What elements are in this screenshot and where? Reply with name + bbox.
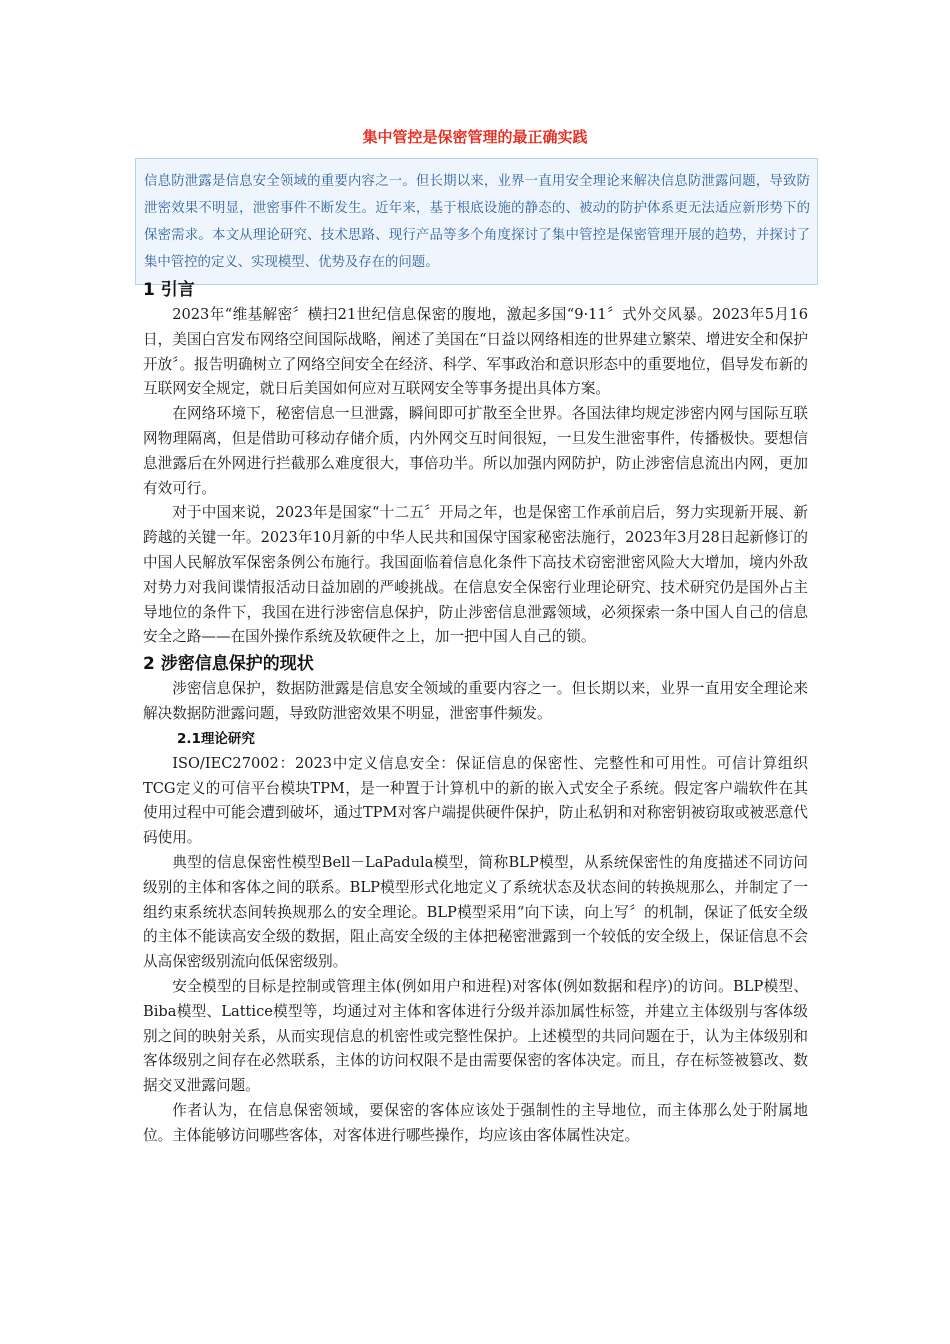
paragraph: 2023年“维基解密〞横扫21世纪信息保密的腹地，激起多国“9·11〞式外交风暴。2023年5月16日，美国白宫发布网络空间国际战略，阐述了美国在“日益以网络相连的世界建立繁荣、增进安全和保护开放〞。报告明确树立了网络空间安全在经济、科学、军事政治和意识形态中的重要地位，倡导发布新的互联网安全规定，就日后美国如何应对互联网安全等事务提出具体方案。 [143,306,808,398]
paragraph: 作者认为，在信息保密领域，要保密的客体应该处于强制性的主导地位，而主体那么处于附属地位。主体能够访问哪些客体，对客体进行哪些操作，均应该由客体属性决定。 [143,1101,808,1144]
paragraph: 在网络环境下，秘密信息一旦泄露，瞬间即可扩散至全世界。各国法律均规定涉密内网与国际互联网物理隔离，但是借助可移动存储介质，内外网交互时间很短，一旦发生泄密事件，传播极快。要想信息泄露后在外网进行拦截那么难度很大，事倍功半。所以加强内网防护，防止涉密信息流出内网，更加有效可行。 [143,405,808,497]
paragraph: 对于中国来说，2023年是国家“十二五〞开局之年，也是保密工作承前启后，努力实现新开展、新跨越的关键一年。2023年10月新的中华人民共和国保守国家秘密法施行，2023年3月28日起新修订的中国人民解放军保密条例公布施行。我国面临着信息化条件下高技术窃密泄密风险大大增加，境内外敌对势力对我间谍情报活动日益加剧的严峻挑战。在信息安全保密行业理论研究、技术研究仍是国外占主导地位的条件下，我国在进行涉密信息保护，防止涉密信息泄露领域，必须探索一条中国人自己的信息安全之路——在国外操作系统及软硬件之上，加一把中国人自己的锁。 [143,504,808,646]
document-body [143,276,808,1149]
abstract-box: 信息防泄露是信息安全领域的重要内容之一。但长期以来，业界一直用安全理论来解决信息防泄露问题，导致防泄密效果不明显，泄密事件不断发生。近年来，基于根底设施的静态的、被动的防护体系更无法适应新形势下的保密需求。本文从理论研究、技术思路、现行产品等多个角度探讨了集中管控是保密管理开展的趋势，并探讨了集中管控的定义、实现模型、优势及存在的问题。 [135,158,818,285]
section-heading-status: 2 涉密信息保护的现状 [143,654,314,675]
paragraph: 涉密信息保护，数据防泄露是信息安全领域的重要内容之一。但长期以来，业界一直用安全理论来解决数据防泄露问题，导致防泄密效果不明显，泄密事件频发。 [143,680,808,722]
paragraph: 安全模型的目标是控制或管理主体(例如用户和进程)对客体(例如数据和程序)的访问。BLP模型、Biba模型、Lattice模型等，均通过对主体和客体进行分级并添加属性标签，并建立主体级别与客体级别之间的映射关系，从而实现信息的机密性或完整性保护。上述模型的共同问题在于，认为主体级别和客体级别之间存在必然联系，主体的访问权限不是由需要保密的客体决定。而且，存在标签被篡改、数据交叉泄露问题。 [143,977,808,1095]
paragraph: 典型的信息保密性模型Bell－LaPadula模型，简称BLP模型，从系统保密性的角度描述不同访问级别的主体和客体之间的联系。BLP模型形式化地定义了系统状态及状态间的转换规那么，并制定了一组约束系统状态间转换规那么的安全理论。BLP模型采用“向下读，向上写〞的机制，保证了低安全级的主体不能读高安全级的数据，阻止高安全级的主体把秘密泄露到一个较低的安全级上，保证信息不会从高保密级别流向低保密级别。 [143,853,808,971]
paragraph: ISO/IEC27002：2023中定义信息安全：保证信息的保密性、完整性和可用性。可信计算组织TCG定义的可信平台模块TPM，是一种置于计算机中的新的嵌入式安全子系统。假定客户端软件在其使用过程中可能会遭到破坏，通过TPM对客户端提供硬件保护，防止私钥和对称密钥被窃取或被恶意代码使用。 [143,754,808,847]
subsection-heading-theory: 2.1理论研究 [177,730,255,747]
document-title: 集中管控是保密管理的最正确实践 [362,128,588,146]
section-heading-introduction: 1 引言 [143,280,195,300]
